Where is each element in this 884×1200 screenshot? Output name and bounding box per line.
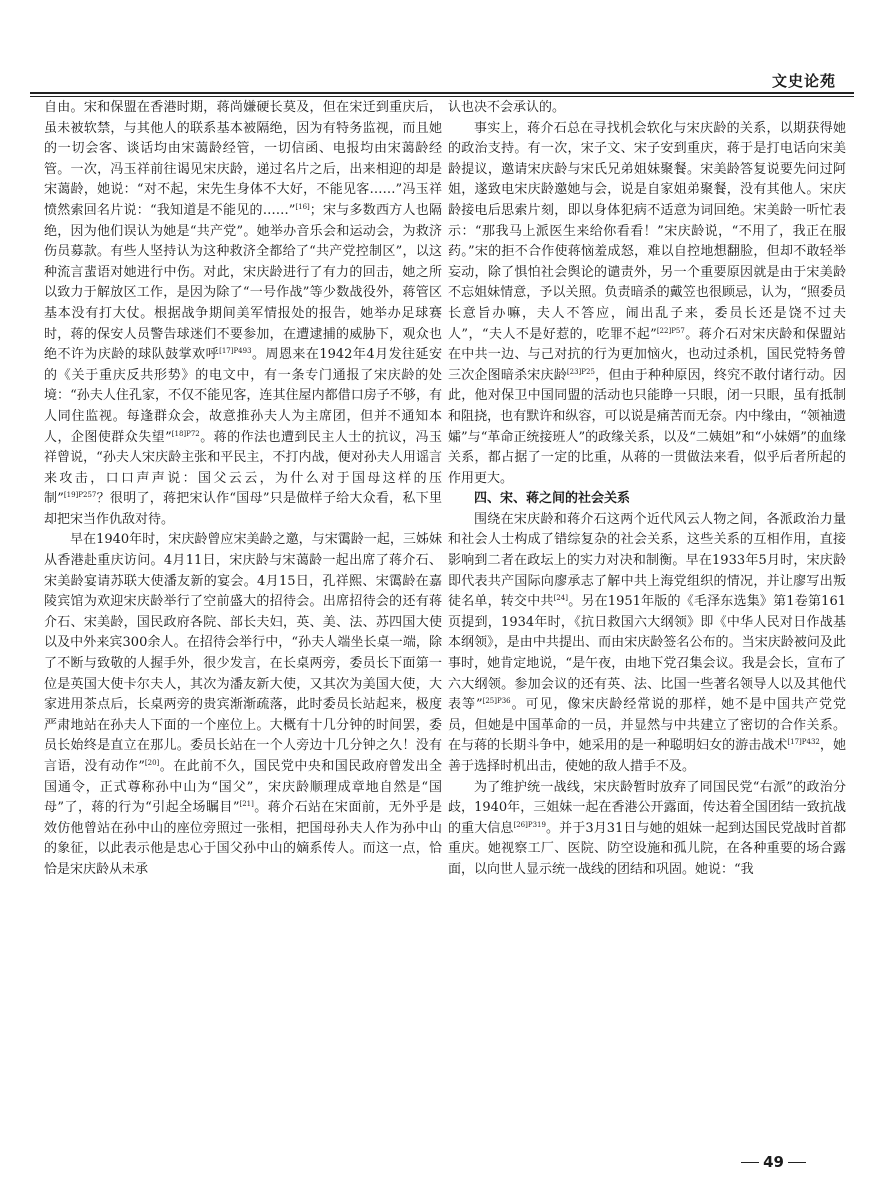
paragraph — [448, 119, 846, 490]
left-text-column — [44, 98, 442, 1153]
citation-ref: [17]P493 — [219, 347, 252, 356]
text-run: 。在此前不久，国民党中央和国民政府曾发出全国通令，正式尊称孙中山为“国父”，宋庆龄顺理成章地自然是“国母”了，蒋的行为“引起全场瞩目” — [44, 759, 442, 816]
page-number-dash-right — [788, 1162, 806, 1163]
text-run: 事实上，蒋介石总在寻找机会软化与宋庆龄的关系，以期获得她的政治支持。有一次，宋子文、宋子安到重庆，蒋于是打电话向宋美龄提议，邀请宋庆龄与宋氏兄弟姐妹聚餐。宋美龄答复说要先问过阿姐，遂致电宋庆龄邀她与会，说是自家姐弟聚餐，没有其他人。宋庆龄接电后思索片刻，即以身体犯病不适意为词回绝。宋美龄一听忙表示：“那我马上派医生来给你看看！”宋庆龄说，“不用了，我正在服药。”宋的拒不合作使蒋恼羞成怒，难以自控地想翻脸，但却不敢轻举妄动，除了惧怕社会舆论的谴责外，另一个重要原因就是由于宋美龄不忘姐妹情意，予以关照。负责暗杀的戴笠也很顾忌，认为，“照委员长意旨办嘛，夫人不答应，闹出乱子来，委员长还是饶不过夫人”，“夫人不是好惹的，吃罪不起” — [448, 120, 846, 342]
header-rule — [30, 92, 854, 97]
text-run: 自由。宋和保盟在香港时期，蒋尚嫌硬长莫及，但在宋迁到重庆后，虽未被软禁，与其他人的联系基本被隔绝，因为有特务监视，而且她的一切会客、谈话均由宋蔼龄经管，一切信函、电报均由宋蔼龄经管。一次，冯玉祥前往谒见宋庆龄，递过名片之后，出来相迎的却是宋蔼龄，她说：“对不起，宋先生身体不大好，不能见客……”冯玉祥愤然索回名片说：“我知道是不能见的……” — [44, 100, 442, 218]
text-run: ；宋与多数西方人也隔绝，因为他们误认为她是“共产党”。她举办音乐会和运动会，为救济伤员募款。有些人坚持认为这种救济全都给了“共产党控制区”，以这种流言蜚语对她进行中伤。对此，宋庆龄进行了有力的回击，她之所以致力于解放区工作，是因为除了“一号作战”等少数战役外，蒋管区基本没有打大仗。根据战争期间美军情报处的报告，她举办足球赛时，蒋的保安人员警告球迷们不要参加，在遭逮捕的威胁下，观众也绝不许为庆龄的球队鼓掌欢呼 — [44, 202, 442, 363]
page-number-dash-left — [741, 1162, 759, 1163]
section-title: 文史论苑 — [771, 72, 836, 90]
paragraph — [44, 98, 442, 530]
text-run: ，但由于种种原因，终究不敢付诸行动。因此，他对保卫中国同盟的活动也只能睁一只眼，闭一只眼，虽有抵制和阻挠，也有默许和纵容，可以说是痛苦而无奈。内中缘由，“领袖遗孀”与“革命正统接班人”的政缘关系，以及“二姨姐”和“小妹婿”的血缘关系，都占据了一定的比重，从蒋的一贯做法来看，似乎后者所起的作用更大。 — [448, 367, 846, 486]
citation-ref: [17]P432 — [787, 738, 820, 747]
citation-ref: [16] — [295, 202, 310, 211]
citation-ref: [25]P36 — [482, 697, 511, 706]
paragraph — [448, 510, 846, 778]
paragraph — [448, 98, 846, 119]
text-run: 。蒋介石站在宋面前，无外乎是效仿他曾站在孙中山的座位旁照过一张相，把国母孙夫人作为孙中山的象征，以此表示他是忠心于国父孙中山的嫡系传人。而这一点，恰恰是宋庆龄从未承 — [44, 800, 442, 877]
page-number — [737, 1153, 810, 1171]
paragraph — [44, 530, 442, 880]
paragraph — [448, 778, 846, 881]
text-run: 。并于3月31日与她的姐妹一起到达国民党战时首都重庆。她视察工厂、医院、防空设施和孤儿院，在各种重要的场合露面，以向世人显示统一战线的团结和巩固。她说：“我 — [448, 820, 846, 877]
text-run: ？很明了，蒋把宋认作“国母”只是做样子给大众看，私下里却把宋当作仇敌对待。 — [44, 491, 442, 527]
text-run: 。蒋介石对宋庆龄和保盟站在中共一边、与己对抗的行为更加恼火，也动过杀机，国民党特务曾三次企图暗杀宋庆龄 — [448, 326, 846, 383]
right-text-column — [448, 98, 846, 1153]
citation-ref: [18]P72 — [171, 429, 200, 438]
text-run: ，她善于选择时机出击，使她的敌人措手不及。 — [448, 738, 846, 774]
citation-ref: [22]P57 — [656, 326, 685, 335]
text-run: 认也决不会承认的。 — [448, 100, 566, 115]
citation-ref: [21] — [239, 800, 254, 809]
citation-ref: [20] — [144, 759, 160, 767]
page-number-value: 49 — [763, 1153, 784, 1171]
citation-ref: [23]P25 — [566, 367, 595, 376]
text-run: 四、宋、蒋之间的社会关系 — [474, 491, 631, 507]
citation-ref: [19]P257 — [63, 491, 97, 500]
text-run: 。可见，像宋庆龄经常说的那样，她不是中国共产党党员，但她是中国革命的一员，并显然与中共建立了密切的合作关系。在与蒋的长期斗争中，她采用的是一种聪明妇女的游击战术 — [448, 697, 846, 754]
citation-ref: [24] — [553, 594, 568, 603]
citation-ref: [26]P319 — [513, 820, 546, 829]
section-heading — [448, 489, 846, 510]
text-run: 。周恩来在1942年4月发往延安的《关于重庆反共形势》的电文中，有一条专门通报了宋庆龄的处境：“孙夫人住孔家，不仅不能见客，连其住屋内都借口房子不够，有人同住监视。每逢群众会，故意推孙夫人为主席团，但并不通知本人，企图使群众失望” — [44, 347, 442, 445]
text-run: 。另在1951年版的《毛泽东选集》第1卷第161页提到，1934年时，《抗日救国六大纲领》即《中华人民对日作战基本纲领》，是由中共提出、而由宋庆龄签名公布的。当宋庆龄被问及此事时，她肯定地说，“是午夜，由地下党召集会议。我是会长，宣布了六大纲领。参加会议的还有英、法、比国一些著名领导人以及其他代表等” — [448, 594, 846, 713]
text-run: 为了维护统一战线，宋庆龄暂时放弃了同国民党“右派”的政治分歧，1940年，三姐妹一起在香港公开露面，传达着全国团结一致抗战的重大信息 — [448, 779, 846, 836]
text-run: 早在1940年时，宋庆龄曾应宋美龄之邀，与宋霭龄一起，三姊妹从香港赴重庆访问。4月11日，宋庆龄与宋蔼龄一起出席了蒋介石、宋美龄宴请苏联大使潘友新的宴会。4月15日，孔祥熙、宋霭龄在嘉陵宾馆为欢迎宋庆龄举行了空前盛大的招待会。出席招待会的还有蒋介石、宋美龄，国民政府各院、部长夫妇，英、美、法、苏四国大使以及中外来宾300余人。在招待会举行中，“孙夫人端坐长桌一端，除了不断与致敬的人握手外，很少发言，在长桌两旁，委员长下面第一位是英国大使卡尔夫人，其次为潘友新大使，又其次为美国大使，大家进用茶点后，长桌两旁的贵宾渐渐疏落，此时委员长站起来，极度严肃地站在孙夫人下面的一个座位上。大概有十几分钟的时间罢，委员长始终是直立在那儿。委员长站在一个人旁边十几分钟之久！没有言语，没有动作” — [44, 532, 442, 774]
text-run: 。蒋的作法也遭到民主人士的抗议，冯玉祥曾说，“孙夫人宋庆龄主张和平民主，不打内战，便对孙夫人用谣言来攻击，口口声声说：国父云云，为什么对于国母这样的压制” — [44, 429, 442, 507]
text-run: 围绕在宋庆龄和蒋介石这两个近代风云人物之间，各派政治力量和社会人士构成了错综复杂的社会关系，这些关系的互相作用，直接影响到二者在政坛上的实力对决和制衡。早在1933年5月时，宋庆龄即代表共产国际向廖承志了解中共上海党组织的情况，并让廖写出叛徒名单，转交中共 — [448, 511, 846, 610]
